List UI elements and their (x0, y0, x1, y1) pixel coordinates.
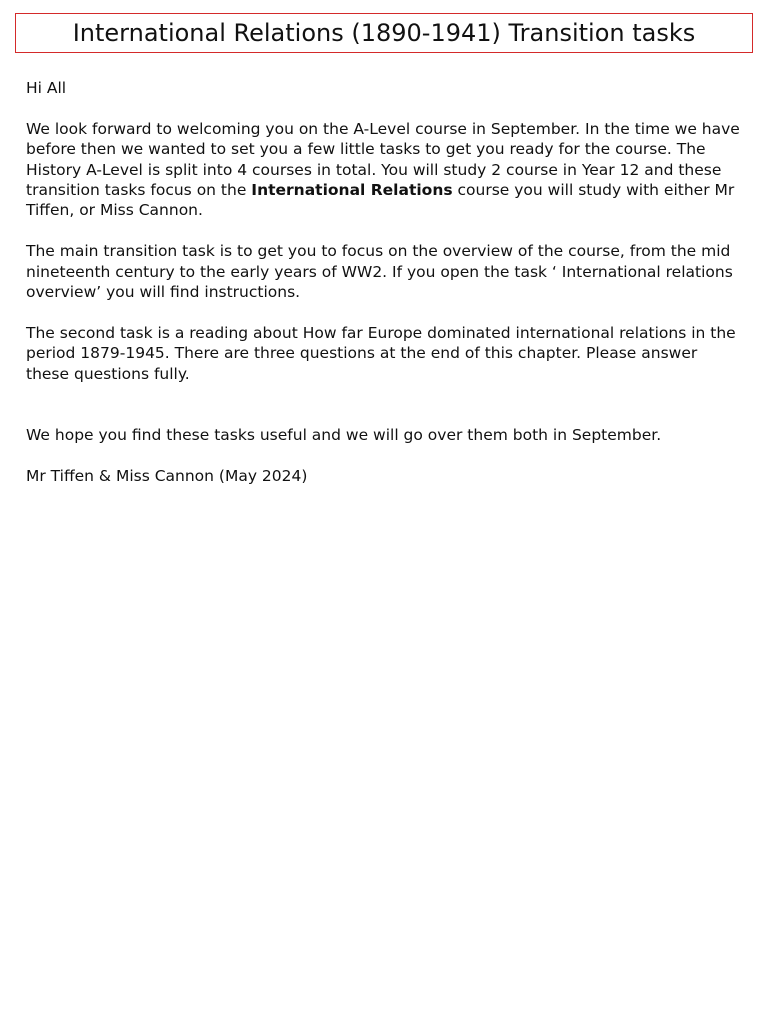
greeting: Hi All (26, 79, 67, 97)
closing-paragraph: We hope you find these tasks useful and we will go over them both in September. (26, 425, 662, 444)
second-task-paragraph: The second task is a reading about How far Europe dominated international relations in the period 1879-1945. There are three questions at the end of this chapter. Please answer these questions fully. (26, 323, 736, 383)
main-task-paragraph: The main transition task is to get you to focus on the overview of the course, from the mid nineteenth century to the early years of WW2. If you open the task ‘ International relations overview’ you will find instructions. (26, 242, 733, 302)
signoff: Mr Tiffen & Miss Cannon (May 2024) (26, 466, 308, 485)
intro-text-after: course you will study with either Mr Tiffen, or Miss Cannon. (26, 181, 735, 220)
document-title: International Relations (1890-1941) Transition tasks (72, 19, 696, 47)
intro-paragraph (26, 119, 742, 221)
document-body (26, 78, 742, 506)
title-box (15, 13, 753, 53)
intro-text-before: We look forward to welcoming you on the A-Level course in September. In the time we have before then we wanted to set you a few little tasks to get you ready for the course. The History A-Level is split into 4 courses in total. You will study 2 course in Year 12 and these transition tasks focus on the (26, 119, 740, 200)
intro-bold-course-name: International Relations (251, 181, 453, 200)
